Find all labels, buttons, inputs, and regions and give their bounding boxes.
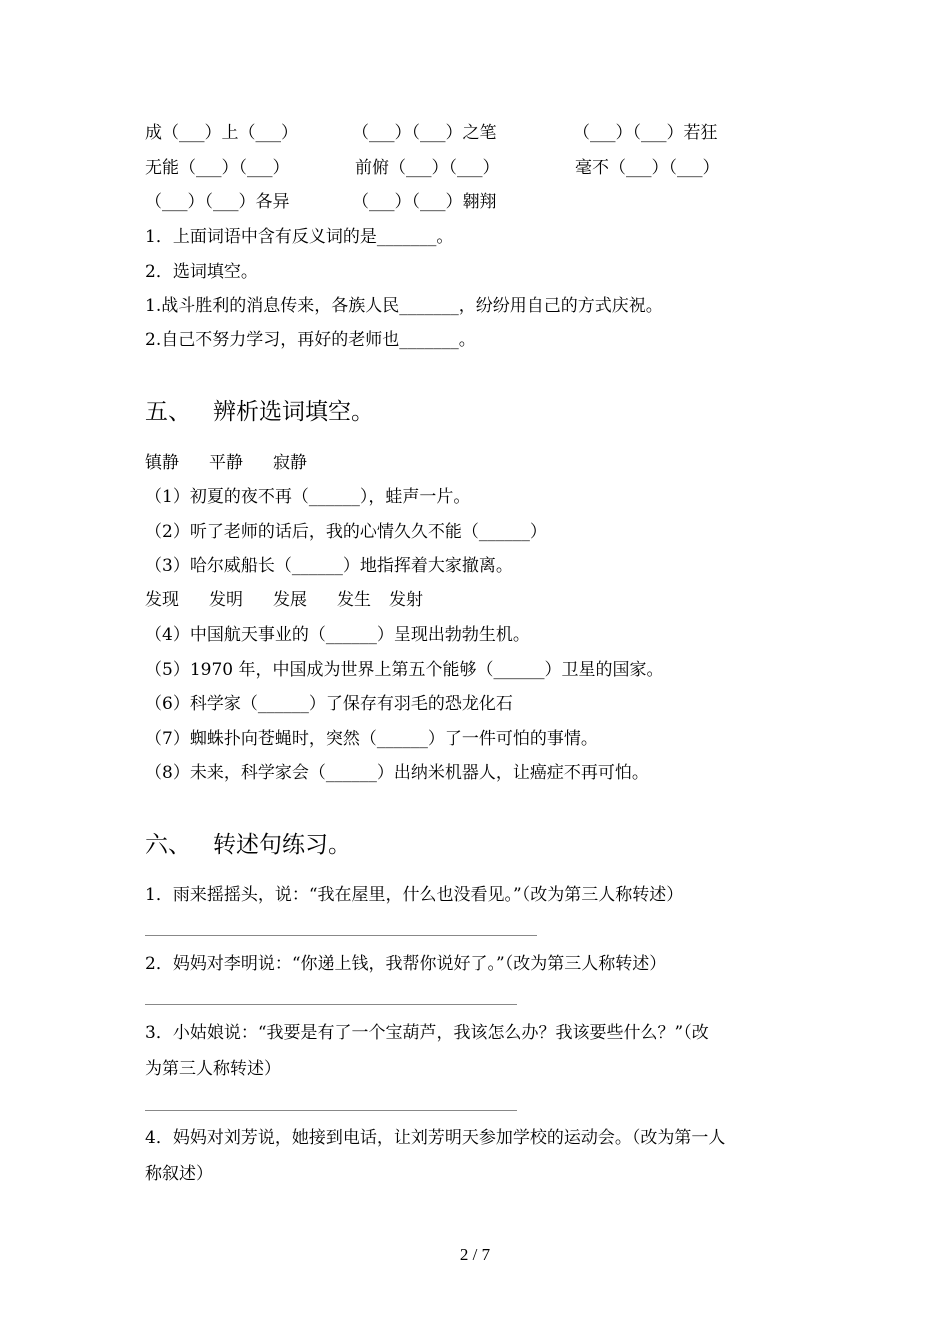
word-option: 发现 — [145, 590, 179, 610]
idiom-3: （___）（___）若狂 — [573, 123, 718, 143]
word-bank-2 — [145, 589, 423, 611]
word-option: 发展 — [273, 590, 307, 610]
s5-sentence-2: （2）听了老师的话后，我的心情久久不能（______） — [145, 522, 547, 542]
word-option: 寂静 — [273, 453, 307, 473]
idiom-8: （___）（___）翱翔 — [352, 192, 497, 212]
s5-sentence-6: （6）科学家（______）了保存有羽毛的恐龙化石 — [145, 694, 513, 714]
s5-sentence-7: （7）蜘蛛扑向苍蝇时，突然（______）了一件可怕的事情。 — [145, 729, 598, 749]
word-option: 镇静 — [145, 453, 179, 473]
idiom-2: （___）（___）之笔 — [352, 123, 497, 143]
q4-item1: 1．上面词语中含有反义词的是_______。 — [145, 227, 454, 247]
answer-line — [145, 935, 537, 936]
word-option: 发射 — [389, 590, 423, 610]
section6-title: 转述句练习。 — [213, 832, 351, 858]
s5-sentence-3: （3）哈尔威船长（______）地指挥着大家撤离。 — [145, 556, 513, 576]
s5-sentence-4: （4）中国航天事业的（______）呈现出勃勃生机。 — [145, 625, 530, 645]
section6-heading — [145, 831, 351, 859]
s5-sentence-8: （8）未来，科学家会（______）出纳米机器人，让癌症不再可怕。 — [145, 763, 649, 783]
s6-question-3-line1: 3．小姑娘说：“我要是有了一个宝葫芦，我该怎么办？我该要些什么？”（改 — [145, 1023, 709, 1043]
q4-item2: 2．选词填空。 — [145, 262, 258, 282]
section6-number: 六、 — [145, 832, 191, 858]
s5-sentence-1: （1）初夏的夜不再（______），蛙声一片。 — [145, 487, 471, 507]
answer-line — [145, 1004, 517, 1005]
answer-line — [145, 1110, 517, 1111]
word-option: 发明 — [209, 590, 243, 610]
idiom-4: 无能（___）（___） — [145, 158, 290, 178]
section5-title: 辨析选词填空。 — [213, 399, 374, 425]
word-option: 平静 — [209, 453, 243, 473]
s6-question-2: 2．妈妈对李明说：“你递上钱，我帮你说好了。”（改为第三人称转述） — [145, 954, 667, 974]
s6-question-4-line2: 称叙述） — [145, 1164, 213, 1184]
section5-number: 五、 — [145, 399, 191, 425]
idiom-7: （___）（___）各异 — [145, 192, 290, 212]
q4-sentence2: 2.自己不努力学习，再好的老师也_______。 — [145, 330, 476, 350]
page-number: 2 / 7 — [459, 1245, 491, 1264]
section5-heading — [145, 398, 374, 426]
idiom-1: 成（___）上（___） — [145, 123, 298, 143]
s6-question-3-line2: 为第三人称转述） — [145, 1059, 281, 1079]
s6-question-4-line1: 4．妈妈对刘芳说，她接到电话，让刘芳明天参加学校的运动会。（改为第一人 — [145, 1128, 726, 1148]
word-option: 发生 — [337, 590, 371, 610]
word-bank-1 — [145, 452, 307, 474]
s6-question-1: 1．雨来摇摇头，说：“我在屋里，什么也没看见。”（改为第三人称转述） — [145, 885, 684, 905]
idiom-6: 毫不（___）（___） — [575, 158, 720, 178]
q4-sentence1: 1.战斗胜利的消息传来，各族人民_______，纷纷用自己的方式庆祝。 — [145, 296, 663, 316]
s5-sentence-5: （5）1970 年，中国成为世界上第五个能够（______）卫星的国家。 — [145, 660, 664, 680]
idiom-5: 前俯（___）（___） — [355, 158, 500, 178]
